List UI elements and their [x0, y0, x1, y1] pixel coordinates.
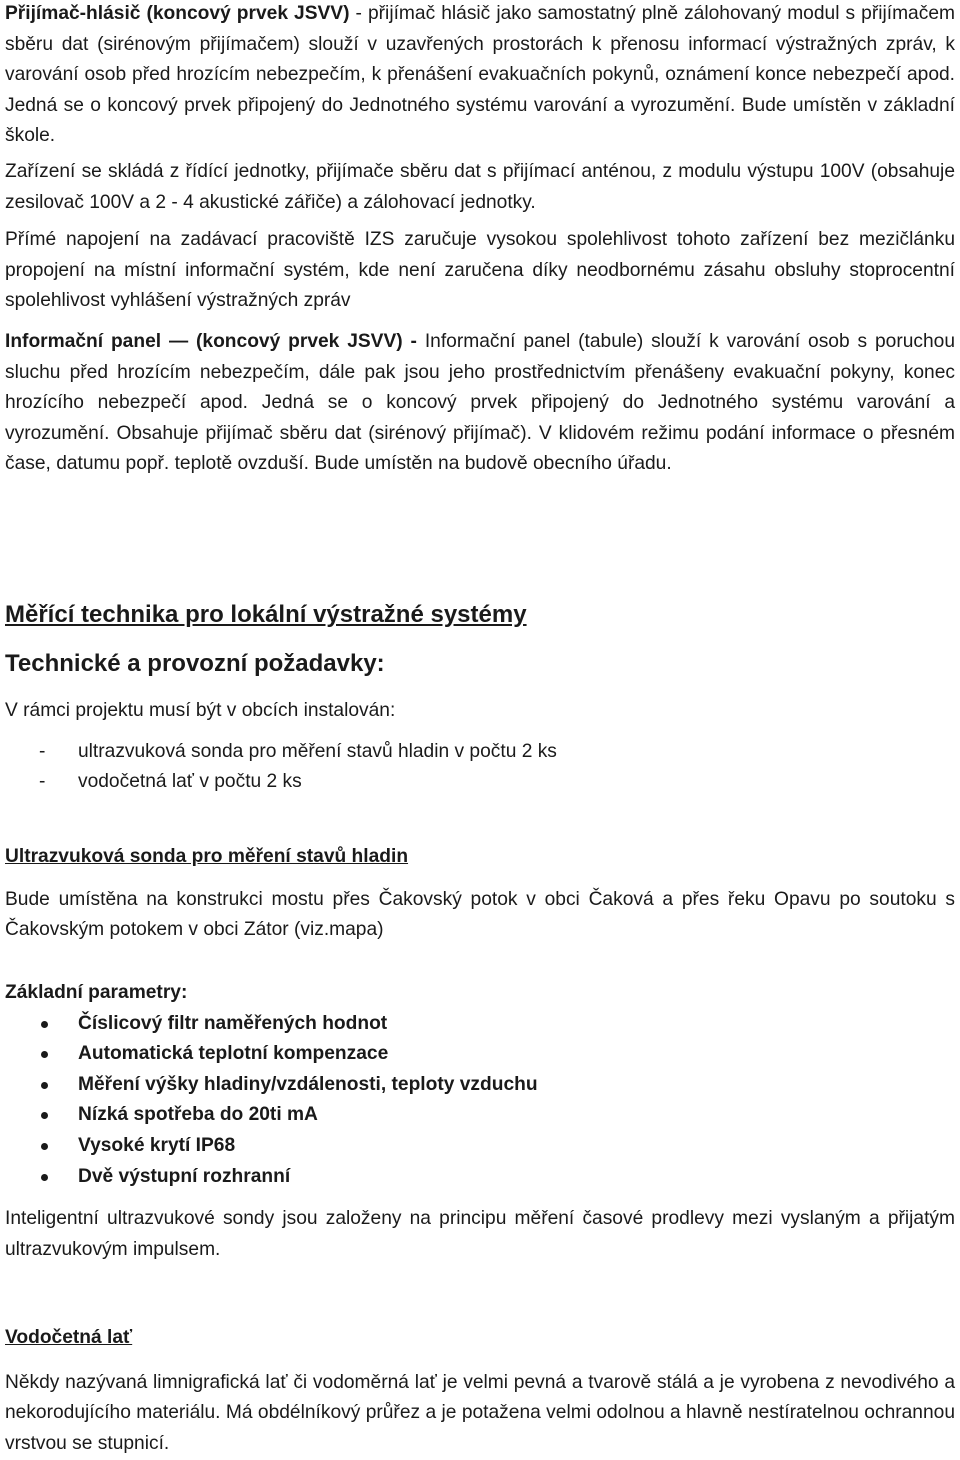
list-item: Měření výšky hladiny/vzdálenosti, teploty vzduchu	[5, 1070, 955, 1101]
bullet-icon	[41, 1112, 48, 1119]
lat-section	[5, 1323, 955, 1459]
list-item: Číslicový filtr naměřených hodnot	[5, 1009, 955, 1040]
bullet-icon	[41, 1021, 48, 1028]
list-item: Vysoké krytí IP68	[5, 1131, 955, 1162]
params-list	[5, 1009, 955, 1193]
heading-merici-technika: Měřící technika pro lokální výstražné systémy	[5, 601, 527, 628]
params-section	[5, 978, 955, 1265]
paragraph-lat: Někdy nazývaná limnigrafická lať či vodoměrná lať je velmi pevná a tvarově stálá a je vyrobena z nevodivého a nekorodujícího materiálu. Má obdélníkový průřez a je potažena velmi odolnou a hlavně nestíratelnou ochrannou vrstvou se stupnicí.	[5, 1371, 955, 1454]
list-item: Dvě výstupní rozhranní	[5, 1162, 955, 1193]
install-section	[5, 696, 955, 798]
paragraph-zarizeni: Zařízení se skládá z řídící jednotky, přijímače sběru dat s přijímací anténou, z modulu výstupu 100V (obsahuje zesilovač 100V a 2 - 4 akustické zářiče) a zálohovací jednotky.	[5, 160, 955, 213]
paragraph-text: Informační panel (tabule) slouží k varování osob s poruchou sluchu před hrozícím nebezpečím, dále pak jsou jeho prostřednictvím přenášeny evakuační pokyny, konec hrozícího nebezpečí apod. Jedná se o koncový prvek připojený do Jednotného systému varování a vyrozumění. Obsahuje přijímač sběru dat (sirénový přijímač). V klidovém režimu podání informace o přesném čase, datumu popř. teplotě ovzduší. Bude umístěn na budově obecního úřadu.	[5, 330, 955, 475]
paragraph-prijimac-hlasic	[5, 0, 955, 152]
install-list	[5, 737, 955, 798]
paragraph-bold-lead: Informační panel — (koncový prvek JSVV) -	[5, 330, 417, 352]
heading-technicke-pozadavky: Technické a provozní požadavky:	[5, 650, 385, 677]
heading-vodocetna-lat: Vodočetná lať	[5, 1327, 133, 1348]
bullet-icon	[41, 1051, 48, 1058]
intro-section	[5, 0, 955, 480]
sonda-section	[5, 842, 955, 946]
bullet-icon	[41, 1174, 48, 1181]
bullet-icon	[41, 1082, 48, 1089]
paragraph-bold-lead: Přijímač-hlásič (koncový prvek JSVV)	[5, 3, 350, 24]
paragraph-text: - přijímač hlásič jako samostatný plně zálohovaný modul s přijímačem sběru dat (sirénovým přijímačem) slouží v uzavřených prostorách k přenosu informací výstražných zpráv, k varování osob před hrozícím nebezpečím, k přenášení evakuačních pokynů, oznámení konce nebezpečí apod. Jedná se o koncový prvek připojený do Jednotného systému varování a vyrozumění. Bude umístěn v základní škole.	[5, 3, 955, 147]
list-item: - vodočetná lať v počtu 2 ks	[5, 767, 955, 798]
paragraph-informacni-panel	[5, 327, 955, 480]
paragraph-sonda: Bude umístěna na konstrukci mostu přes Čakovský potok v obci Čaková a přes řeku Opavu po soutoku s Čakovským potokem v obci Zátor (viz.mapa)	[5, 888, 955, 941]
list-item: Automatická teplotní kompenzace	[5, 1039, 955, 1070]
paragraph-prime-napojeni: Přímé napojení na zadávací pracoviště IZS zaručuje vysokou spolehlivost tohoto zařízení bez mezičlánku propojení na místní informační systém, kde není zaručena díky neodbornému zásahu obsluhy stoprocentní spolehlivost vyhlášení výstražných zpráv	[5, 229, 955, 312]
bullet-icon	[41, 1143, 48, 1150]
list-item: - ultrazvuková sonda pro měření stavů hladin v počtu 2 ks	[5, 737, 955, 768]
heading-zakladni-parametry: Základní parametry:	[5, 982, 188, 1003]
install-intro: V rámci projektu musí být v obcích instalován:	[5, 700, 396, 721]
heading-ultrazvukova-sonda: Ultrazvuková sonda pro měření stavů hladin	[5, 846, 409, 867]
paragraph-sondy-princip: Inteligentní ultrazvukové sondy jsou založeny na principu měření časové prodlevy mezi vyslaným a přijatým ultrazvukovým impulsem.	[5, 1208, 955, 1260]
list-item: Nízká spotřeba do 20ti mA	[5, 1100, 955, 1131]
